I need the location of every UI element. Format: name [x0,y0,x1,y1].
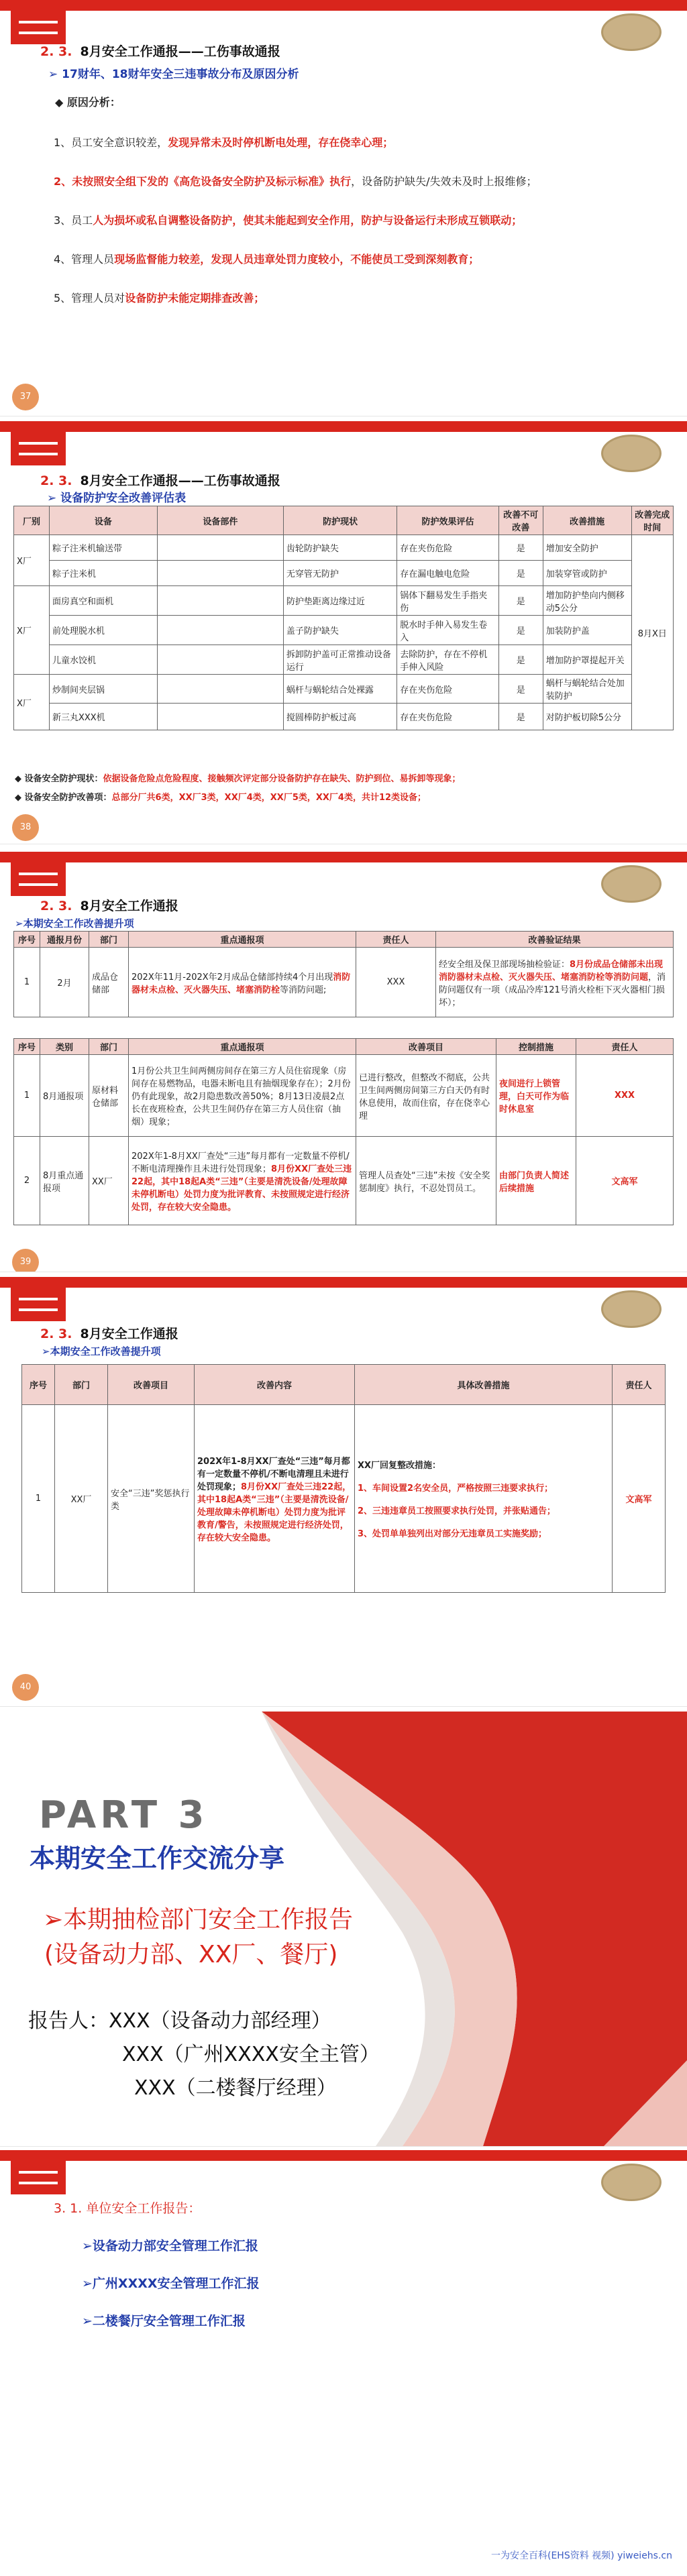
slide-42 [0,2150,687,2576]
logo-oval [601,1290,662,1328]
slide-title: 2. 3. 8月安全工作通报 [40,899,178,913]
slide-38 [0,421,687,844]
menu-icon [11,862,66,896]
menu-icon [11,2161,66,2194]
cause-item-2: 2、未按照安全组下发的《高危设备安全防护及标示标准》执行，设备防护缺失/失效未及时上报维修； [54,175,537,188]
slide-title: 2. 3. 8月安全工作通报 [40,1327,178,1341]
report-subtitle: (设备动力部、XX厂、餐厅) [44,1941,338,1968]
page-number: 40 [12,1674,39,1701]
table-row: 1 XX厂 安全“三违”奖惩执行类 202X年1-8月XX厂查处“三违”每月都有一定数量不停机/不断电清理且未进行处罚现象；8月份XX厂查处三违22起，其中18起A类“三违”（主要是清洗设备/处理故障未停机断电）处罚力度为批评教育/警告，未按照规定进行经济处罚，存在较大安全隐患。 XX厂回复整改措施： 1、车间设置2名安全员，严格按照三违要求执行； 2、三违违章员工按照要求执行处罚，并张贴通告； 3、处罚单单独列出对部分无违章员工实施奖励； 文高军 [22,1405,666,1593]
slide-40 [0,1277,687,1707]
table-row: 1 8月通报项 原材料仓储部 1月份公共卫生间两侧房间存在第三方人员住宿现象（房间存在易燃物品，电器未断电且有抽烟现象存在）；2月份仍有此现象，故2月隐患数改善50%；8月13日凌晨2点长在夜班检查，公共卫生间仍存在第三方人员住宿（抽烟）现象； 已进行整改，但整改不彻底，公共卫生间两侧房间第三方白天仍有时休息使用，故而住宿，存在侥幸心理 夜间进行上锁管理，白天可作为临时休息室 XXX [14,1055,674,1137]
header-bar [0,0,687,11]
page-number: 37 [12,384,39,410]
cause-item-3: 3、员工人为损坏或私自调整设备防护，使其未能起到安全作用，防护与设备运行未形成互锁联动； [54,214,523,227]
slide-subtitle: ➢本期安全工作改善提升项 [42,1345,161,1357]
page-number: 39 [12,1249,39,1272]
part-label: PART 3 [39,1793,209,1837]
equipment-table [13,506,674,730]
report-link-1[interactable]: ➢设备动力部安全管理工作汇报 [82,2239,258,2253]
improvement-table-1 [13,931,674,1017]
reporter-line-3: XXX（二楼餐厅经理） [134,2076,337,2100]
logo-oval [601,13,662,51]
footer-credit: 一为安全百科(EHS资料 视频) yiweiehs.cn [490,2551,672,2561]
header-bar [0,852,687,862]
slide-subtitle: ➢ 17财年、18财年安全三违事故分布及原因分析 [48,68,299,81]
table-row: X厂 面房真空和面机 防护垫距离边缘过近 锅体下翻易发生手指夹伤 是 增加防护垫向内侧移动5公分 [14,586,674,616]
table-header-row: 序号 部门 改善项目 改善内容 具体改善措施 责任人 [22,1365,666,1405]
menu-icon [11,11,66,44]
reporter-line-2: XXX（广州XXXX安全主管） [122,2043,380,2066]
cause-item-1: 1、员工安全意识较差，发现异常未及时停机断电处理，存在侥幸心理； [54,136,394,149]
table-row: 2 8月重点通报项 XX厂 202X年1-8月XX厂查处“三违”每月都有一定数量不停机/不断电清理操作且未进行处罚现象；8月份XX厂查处三违22起，其中18起A类“三违”（主要是清洗设备/处理故障未停机断电）处罚力度为批评教育、未按照规定进行经济处罚，存在较大安全隐患。 管理人员查处“三违”未按《安全奖惩制度》执行，不忍处罚员工。 由部门负责人简述后续措施 文高军 [14,1137,674,1225]
table-row: 儿童水饺机 拆卸防护盖可正常推动设备运行 去除防护，存在不停机手伸入风险 是 增加防护罩提起开关 [14,645,674,675]
logo-oval [601,2164,662,2201]
logo-oval [601,435,662,472]
cause-item-5: 5、管理人员对设备防护未能定期排查改善； [54,292,265,304]
header-bar [0,2150,687,2161]
report-link-3[interactable]: ➢二楼餐厅安全管理工作汇报 [82,2314,246,2329]
menu-icon [11,432,66,465]
slide-subtitle: ➢ 设备防护安全改善评估表 [47,492,187,505]
improvement-table [21,1364,666,1593]
cause-item-4: 4、管理人员现场监督能力较差，发现人员违章处罚力度较小，不能使员工受到深刻教育； [54,253,480,266]
header-bar [0,1277,687,1288]
table-row: 1 2月 成品仓储部 202X年11月-202X年2月成品仓储部持续4个月出现消防器材未点检、灭火器失压、堵塞消防栓等消防问题; XXX 经安全组及保卫部现场抽检验证：8月份成品仓储部未出现消防器材未点检、灭火器失压、堵塞消防栓等消防问题，消防问题仅有一项（成品冷库121号消火栓柜下灭火器相门损坏）； [14,948,674,1017]
header-bar [0,421,687,432]
slide-subtitle: ➢本期安全工作改善提升项 [15,917,134,930]
cause-heading: ◆ 原因分析： [55,96,121,109]
note-improve: ◆ 设备安全防护改善项：总部分厂共6类，XX厂3类，XX厂4类，XX厂5类，XX厂4类，共计12类设备； [15,793,427,803]
table-row: 新三丸XXX机 搅圆棒防护板过高 存在夹伤危险 是 对防护板切除5公分 [14,704,674,730]
menu-icon [11,1288,66,1321]
table-row: 前处理脱水机 盖子防护缺失 脱水时手伸入易发生卷入 是 加装防护盖 [14,616,674,645]
improvement-table-2 [13,1038,674,1225]
table-row: 粽子注米机 无穿管无防护 存在漏电触电危险 是 加装穿管或防护 [14,561,674,586]
logo-oval [601,865,662,903]
table-header-row: 序号 类别 部门 重点通报项 改善项目 控制措施 责任人 [14,1039,674,1055]
slide-title: 2. 3. 8月安全工作通报——工伤事故通报 [40,44,280,59]
page-number: 38 [12,814,39,841]
part-title: 本期安全工作交流分享 [30,1844,285,1873]
report-link-2[interactable]: ➢广州XXXX安全管理工作汇报 [82,2276,260,2291]
table-row: X厂 炒制间夹层锅 蜗杆与蜗轮结合处裸露 存在夹伤危险 是 蜗杆与蜗轮结合处加装防护 [14,675,674,704]
slide-title: 2. 3. 8月安全工作通报——工伤事故通报 [40,473,280,488]
table-header-row: 厂别 设备 设备部件 防护现状 防护效果评估 改善不可改善 改善措施 改善完成时间 [14,506,674,535]
slide-39 [0,852,687,1272]
section-title: 3. 1. 单位安全工作报告： [54,2201,201,2216]
note-status: ◆ 设备安全防护现状：依据设备危险点危险程度、接触频次评定部分设备防护存在缺失、防护到位、易拆卸等现象； [15,774,461,784]
table-row: X厂 粽子注米机输送带 齿轮防护缺失 存在夹伤危险 是 增加安全防护 8月X日 [14,535,674,561]
report-title: ➢本期抽检部门安全工作报告 [43,1906,354,1934]
reporter-line-1: 报告人：XXX（设备动力部经理） [28,2009,331,2033]
slide-41 [0,1712,687,2147]
slide-37 [0,0,687,416]
table-header-row: 序号 通报月份 部门 重点通报项 责任人 改善验证结果 [14,932,674,948]
